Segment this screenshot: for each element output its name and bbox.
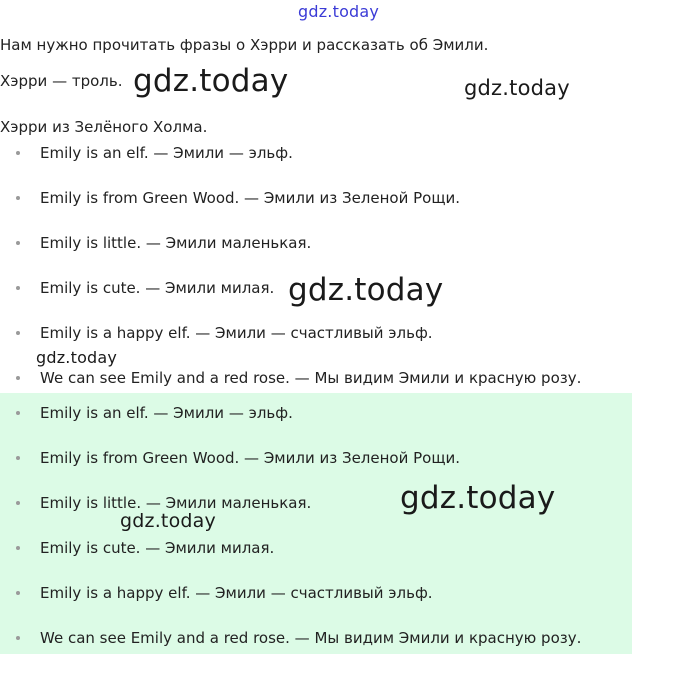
- watermark-4: gdz.today: [36, 348, 118, 367]
- bullet-icon: [16, 331, 20, 335]
- bullet-icon: [16, 151, 20, 155]
- watermark-1: gdz.today: [133, 63, 289, 99]
- bullet-icon: [16, 411, 20, 415]
- bullet-icon: [16, 501, 20, 505]
- list-item: Emily is a happy elf. — Эмили — счастливый эльф.: [0, 324, 640, 369]
- intro-line-1: Нам нужно прочитать фразы о Хэрри и рассказать об Эмили.: [0, 36, 489, 54]
- list-item: Emily is cute. — Эмили милая.: [0, 539, 640, 584]
- list-item: Emily is an elf. — Эмили — эльф.: [0, 404, 640, 449]
- watermark-top: gdz.today: [298, 2, 380, 21]
- watermark-2: gdz.today: [464, 76, 570, 100]
- intro-line-3: Хэрри из Зелёного Холма.: [0, 118, 208, 136]
- list-item: Emily is from Green Wood. — Эмили из Зеленой Рощи.: [0, 449, 640, 494]
- intro-line-2: Хэрри — троль.: [0, 72, 123, 90]
- bullet-icon: [16, 196, 20, 200]
- list-item: Emily is an elf. — Эмили — эльф.: [0, 144, 640, 189]
- bullet-icon: [16, 456, 20, 460]
- list-item: We can see Emily and a red rose. — Мы видим Эмили и красную розу.: [0, 629, 640, 674]
- bullet-icon: [16, 591, 20, 595]
- list-item: Emily is little. — Эмили маленькая.: [0, 494, 640, 539]
- list-item: We can see Emily and a red rose. — Мы видим Эмили и красную розу.: [0, 369, 640, 414]
- watermark-5: gdz.today: [400, 480, 556, 516]
- list-item: Emily is a happy elf. — Эмили — счастливый эльф.: [0, 584, 640, 629]
- list-item: Emily is little. — Эмили маленькая.: [0, 234, 640, 279]
- bullet-icon: [16, 636, 20, 640]
- list-item: Emily is from Green Wood. — Эмили из Зеленой Рощи.: [0, 189, 640, 234]
- watermark-3: gdz.today: [288, 272, 444, 308]
- list-item: Emily is cute. — Эмили милая.: [0, 279, 640, 324]
- watermark-6: gdz.today: [120, 510, 216, 532]
- bullet-icon: [16, 286, 20, 290]
- phrase-list-second: [0, 404, 640, 674]
- bullet-icon: [16, 546, 20, 550]
- bullet-icon: [16, 241, 20, 245]
- bullet-icon: [16, 376, 20, 380]
